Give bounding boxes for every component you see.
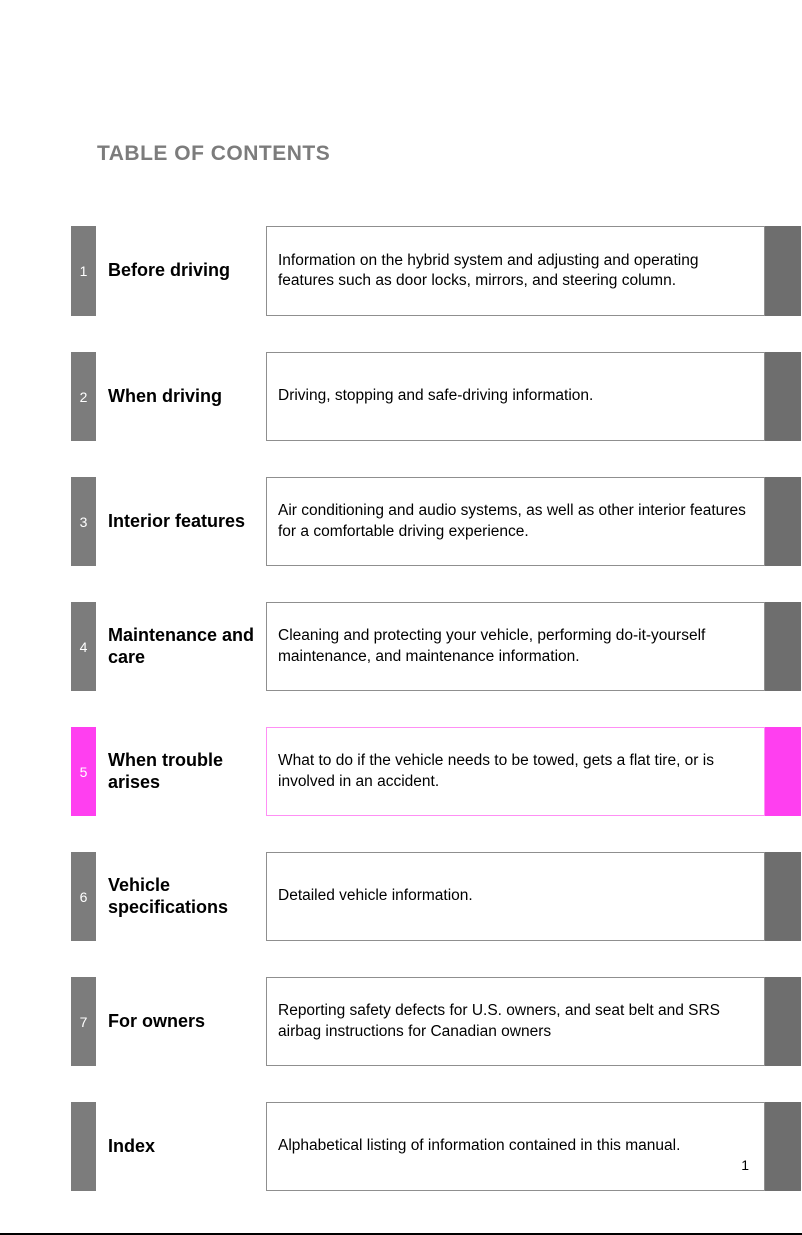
chapter-description-box-7 [266, 977, 765, 1066]
chapter-description-box-index [266, 1102, 765, 1191]
toc-entry-index[interactable] [71, 1102, 801, 1191]
chapter-title-6[interactable]: Vehicle specifications [108, 875, 229, 917]
chapter-edge-tab-2 [765, 352, 801, 441]
chapter-description-4: Cleaning and protecting your vehicle, performing do-it-yourself maintenance, and maintenance information. [278, 627, 706, 665]
chapter-title-index[interactable]: Index [108, 1135, 156, 1156]
chapter-description-6: Detailed vehicle information. [278, 887, 473, 905]
chapter-edge-tab-index [765, 1102, 801, 1191]
chapter-description-box-1 [266, 226, 765, 316]
chapter-description-box-3 [266, 477, 765, 566]
chapter-number-tab-7: 7 [71, 977, 96, 1066]
chapter-edge-tab-4 [765, 602, 801, 691]
chapter-edge-tab-1 [765, 226, 801, 316]
chapter-title-5[interactable]: When trouble arises [108, 750, 223, 792]
chapter-title-3[interactable]: Interior features [108, 510, 246, 531]
chapter-number-tab-index [71, 1102, 96, 1191]
chapter-number-tab-5: 5 [71, 727, 96, 816]
chapter-edge-tab-3 [765, 477, 801, 566]
toc-entry-2[interactable] [71, 352, 801, 441]
chapter-number-tab-1: 1 [71, 226, 96, 316]
toc-entry-6[interactable] [71, 852, 801, 941]
chapter-description-index: Alphabetical listing of information contained in this manual. [278, 1137, 681, 1155]
toc-entry-5[interactable] [71, 727, 801, 816]
chapter-title-2[interactable]: When driving [108, 385, 222, 406]
chapter-number-tab-3: 3 [71, 477, 96, 566]
chapter-number-tab-4: 4 [71, 602, 96, 691]
chapter-description-box-4 [266, 602, 765, 691]
chapter-description-box-2 [266, 352, 765, 441]
toc-entry-4[interactable] [71, 602, 801, 691]
chapter-edge-tab-7 [765, 977, 801, 1066]
chapter-number-tab-6: 6 [71, 852, 96, 941]
chapter-title-1[interactable]: Before driving [108, 260, 231, 281]
chapter-edge-tab-5 [765, 727, 801, 816]
page-number: 1 [741, 1157, 749, 1173]
chapter-description-1: Information on the hybrid system and adjusting and operating features such as door locks, mirrors, and steering column. [278, 251, 699, 289]
page-title: TABLE OF CONTENTS [97, 142, 331, 165]
chapter-description-box-5 [266, 727, 765, 816]
chapter-title-4[interactable]: Maintenance and care [108, 625, 255, 667]
chapter-description-5: What to do if the vehicle needs to be towed, gets a flat tire, or is involved in an accident. [278, 752, 714, 790]
chapter-description-2: Driving, stopping and safe-driving information. [278, 387, 594, 405]
table-of-contents [71, 226, 801, 1227]
chapter-description-box-6 [266, 852, 765, 941]
chapter-title-7[interactable]: For owners [108, 1010, 206, 1031]
chapter-description-7: Reporting safety defects for U.S. owners, and seat belt and SRS airbag instructions for Canadian owners [278, 1002, 720, 1040]
chapter-number-tab-2: 2 [71, 352, 96, 441]
chapter-edge-tab-6 [765, 852, 801, 941]
toc-entry-1[interactable] [71, 226, 801, 316]
chapter-description-3: Air conditioning and audio systems, as well as other interior features for a comfortable driving experience. [278, 502, 746, 540]
toc-entry-3[interactable] [71, 477, 801, 566]
toc-entry-7[interactable] [71, 977, 801, 1066]
